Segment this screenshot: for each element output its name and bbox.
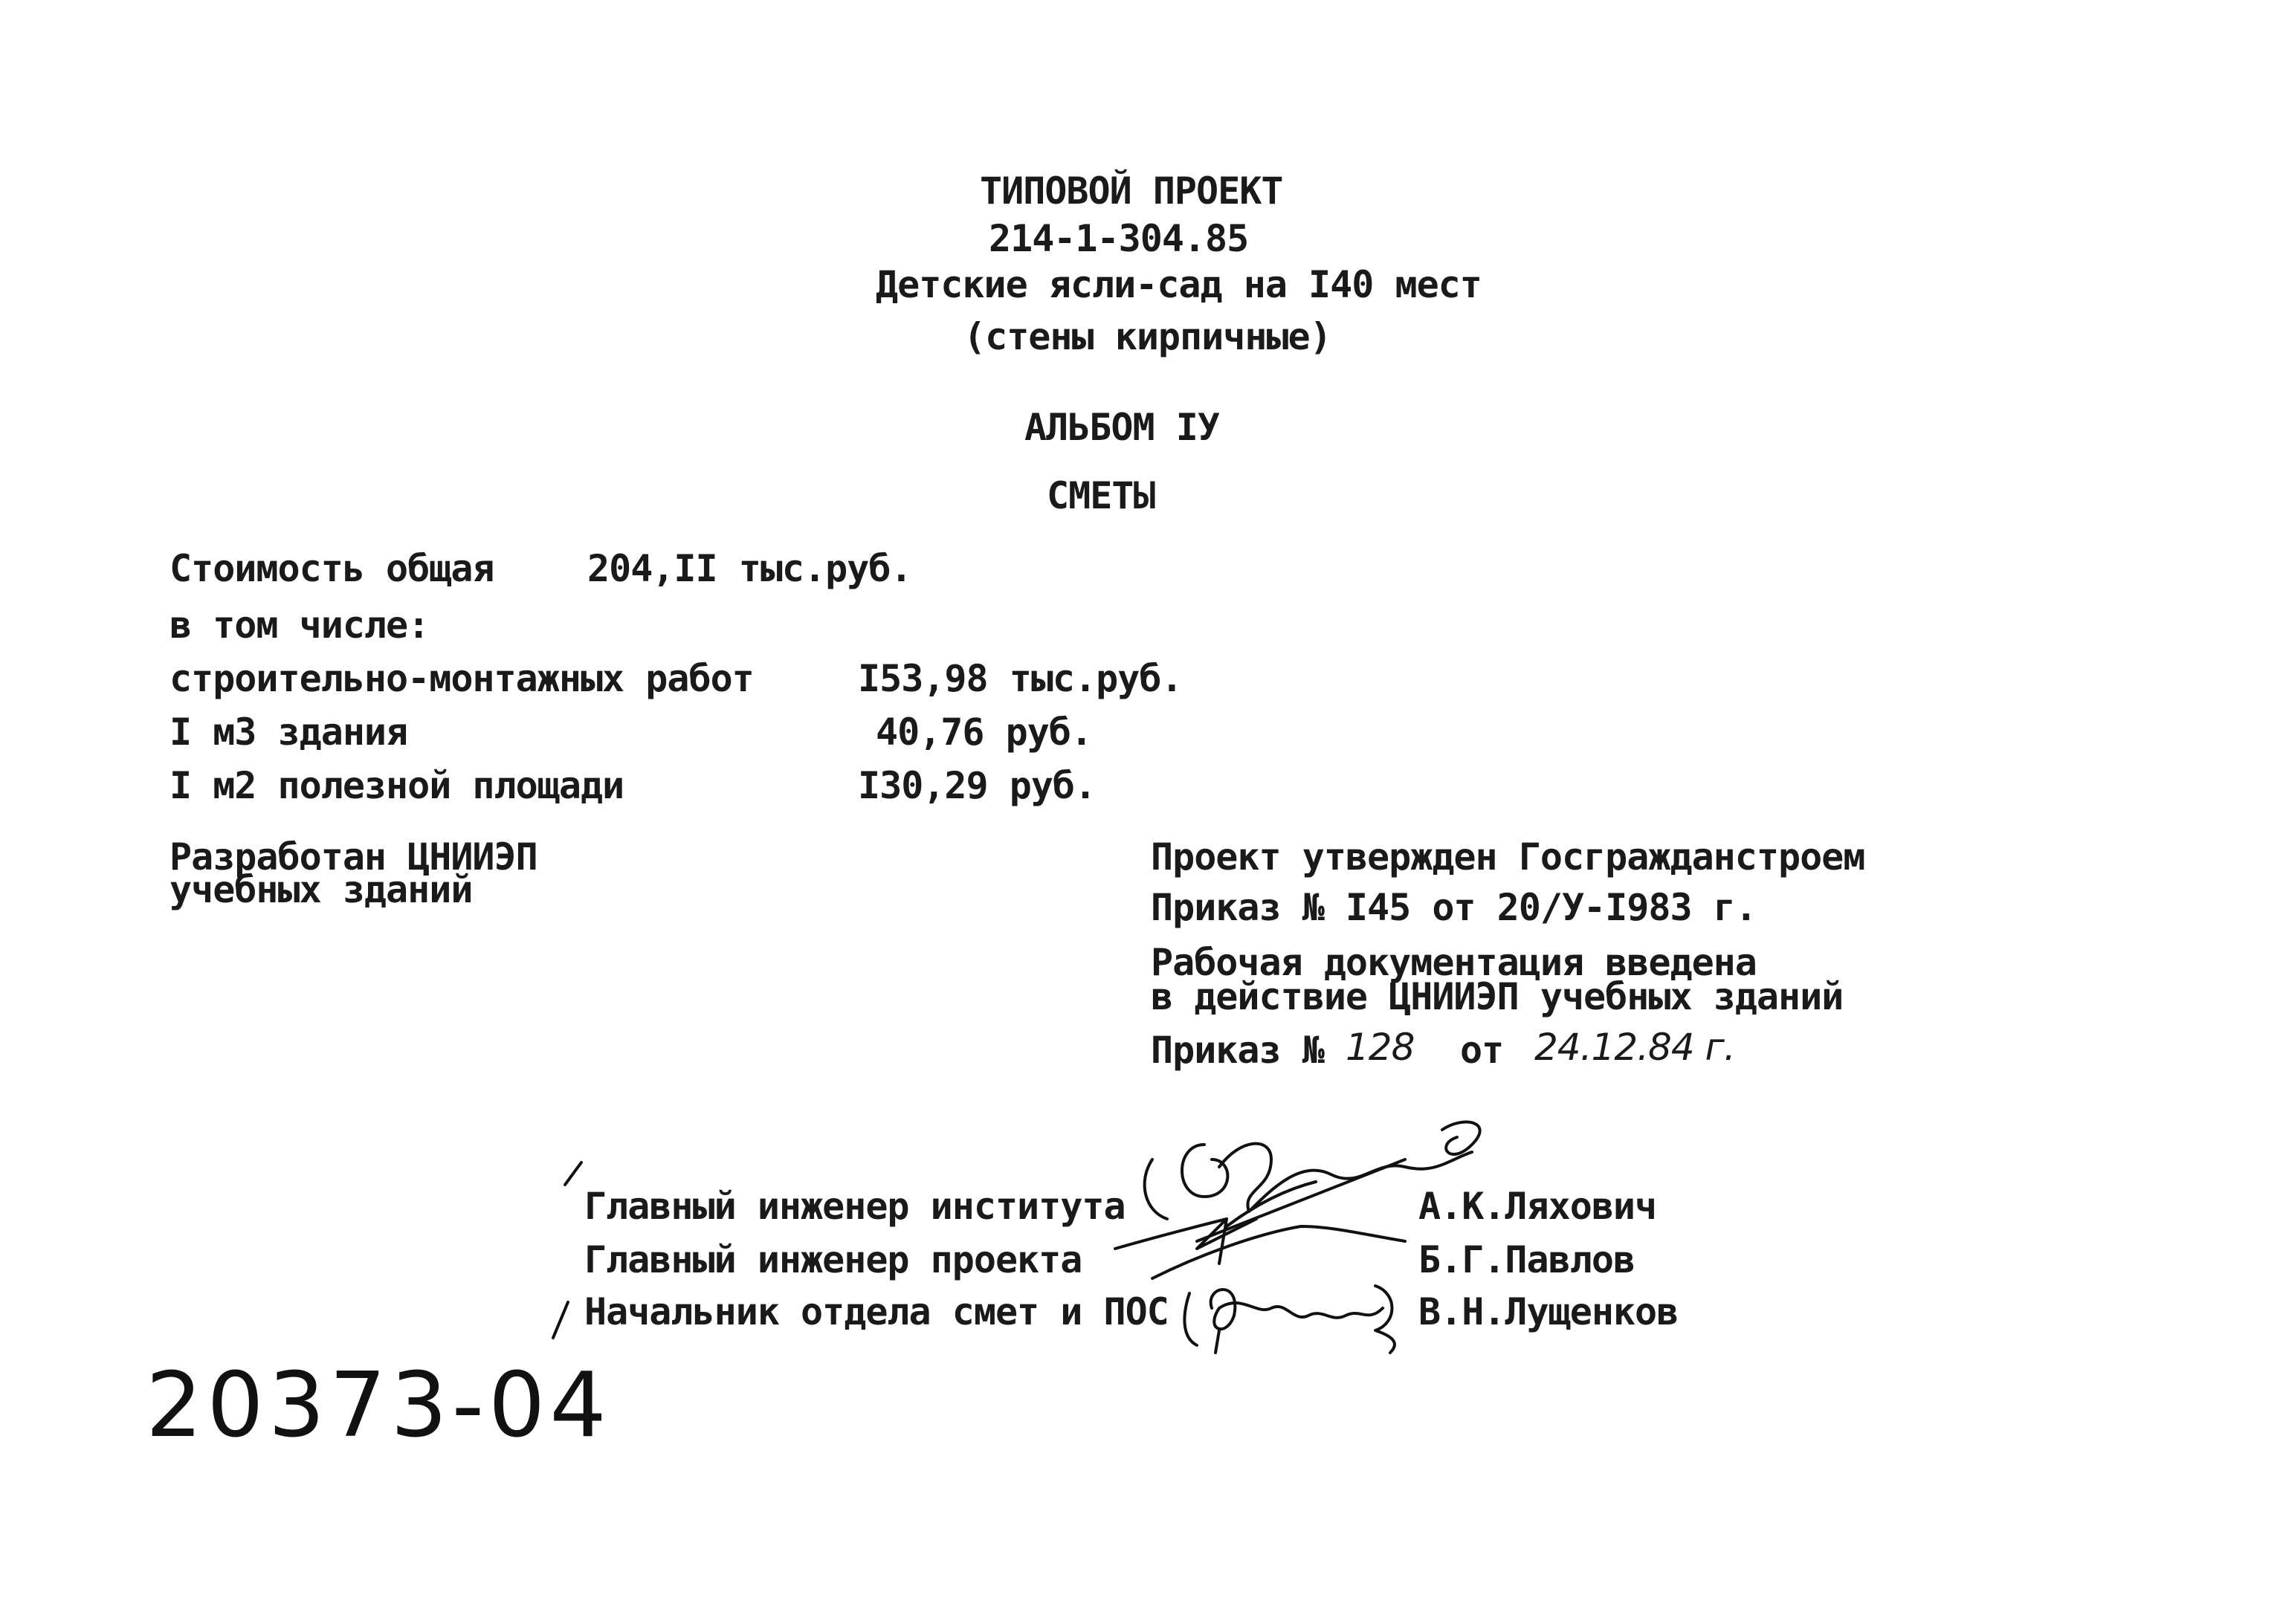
project-number: 214-1-304.85 — [989, 217, 1249, 260]
approval-order: Приказ № I45 от 20/У-I983 г. — [1151, 886, 1757, 929]
cost-row-value: 40,76 руб. — [876, 711, 1093, 754]
including-label: в том числе: — [169, 604, 430, 647]
cost-row-label: I м3 здания — [169, 711, 408, 754]
developer-line: Разработан ЦНИИЭП — [169, 835, 537, 879]
cost-row-label: строительно-монтажных работ — [169, 657, 754, 700]
cost-row-value: I30,29 руб. — [858, 764, 1097, 807]
total-cost-label: Стоимость общая — [169, 547, 494, 590]
cost-row-label: I м2 полезной площади — [169, 764, 624, 807]
signature-title: Начальник отдела смет и ПОС — [584, 1290, 1169, 1333]
tick-mark-icon — [550, 1298, 572, 1342]
workdoc-line: Рабочая документация введена — [1151, 941, 1757, 984]
order-date-handwritten: 24.12.84 г. — [1534, 1026, 1735, 1069]
section-title: СМЕТЫ — [1047, 474, 1155, 517]
workdoc-line: в действие ЦНИИЭП учебных зданий — [1151, 975, 1844, 1018]
signature-icon — [1175, 1264, 1420, 1360]
order-prefix: Приказ № — [1151, 1029, 1324, 1072]
total-cost-value: 204,II тыс.руб. — [587, 547, 912, 590]
tick-mark-icon — [562, 1159, 584, 1189]
signature-title: Главный инженер проекта — [584, 1238, 1082, 1281]
signature-name: Б.Г.Павлов — [1418, 1238, 1635, 1281]
album-title: АЛЬБОМ IУ — [1024, 406, 1219, 449]
archive-number: 20373-04 — [146, 1354, 611, 1458]
signature-title: Главный инженер института — [584, 1185, 1126, 1228]
order-number-handwritten: 128 — [1346, 1026, 1415, 1069]
project-subject: Детские ясли-сад на I40 мест — [876, 263, 1482, 306]
developer-line: учебных зданий — [169, 868, 473, 911]
order-from: от — [1460, 1029, 1504, 1072]
wall-type: (стены кирпичные) — [963, 315, 1331, 358]
signature-name: А.К.Ляхович — [1418, 1185, 1657, 1228]
approval-line: Проект утвержден Госгражданстроем — [1151, 835, 1865, 879]
signature-name: В.Н.Лущенков — [1418, 1290, 1679, 1333]
document-heading: ТИПОВОЙ ПРОЕКТ — [980, 169, 1283, 213]
cost-row-value: I53,98 тыс.руб. — [858, 657, 1183, 700]
